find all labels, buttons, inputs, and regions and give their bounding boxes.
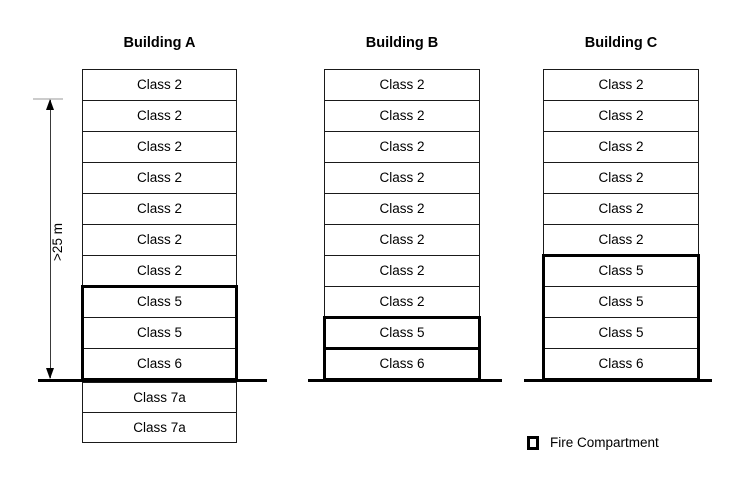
floor-row: Class 2 [324, 286, 480, 318]
floor-row: Class 2 [324, 131, 480, 163]
floor-row: Class 5 [543, 317, 699, 349]
floor-row: Class 6 [543, 348, 699, 380]
floor-row: Class 2 [82, 162, 237, 194]
basement-floor-row: Class 7a [82, 412, 237, 443]
height-dimension-label: >25 m [50, 223, 65, 261]
floor-row: Class 2 [543, 193, 699, 225]
ground-line [308, 379, 502, 382]
floor-row: Class 5 [82, 286, 237, 318]
floor-row: Class 5 [324, 317, 480, 349]
floor-row: Class 2 [324, 224, 480, 256]
building-a-title: Building A [123, 35, 196, 51]
floor-row: Class 2 [543, 100, 699, 132]
floor-row: Class 6 [324, 348, 480, 380]
fire-compartment-outline [542, 254, 700, 381]
floor-row: Class 5 [543, 286, 699, 318]
floor-row: Class 2 [324, 69, 480, 101]
building-b-title: Building B [365, 35, 439, 51]
legend-label: Fire Compartment [550, 435, 659, 450]
basement-floor-row: Class 7a [82, 382, 237, 413]
arrow-down-icon [46, 368, 54, 379]
floor-row: Class 6 [82, 348, 237, 380]
floor-row: Class 2 [82, 69, 237, 101]
fire-compartment-outline [81, 285, 238, 381]
floor-row: Class 2 [82, 193, 237, 225]
floor-row: Class 2 [543, 131, 699, 163]
floor-row: Class 2 [324, 162, 480, 194]
fire-compartment-legend-icon [527, 436, 539, 450]
floor-row: Class 2 [324, 193, 480, 225]
floor-row: Class 2 [543, 162, 699, 194]
floor-row: Class 5 [82, 317, 237, 349]
floor-row: Class 2 [324, 255, 480, 287]
fire-compartment-outline [323, 347, 481, 381]
arrow-up-icon [46, 99, 54, 110]
ground-line [524, 379, 712, 382]
ground-line [38, 379, 267, 382]
floor-row: Class 2 [543, 224, 699, 256]
building-c-title: Building C [584, 35, 658, 51]
floor-row: Class 2 [82, 255, 237, 287]
floor-row: Class 2 [82, 131, 237, 163]
fire-compartment-outline [323, 316, 481, 350]
floor-row: Class 2 [324, 100, 480, 132]
legend [527, 435, 659, 451]
floor-row: Class 5 [543, 255, 699, 287]
floor-row: Class 2 [82, 224, 237, 256]
floor-row: Class 2 [543, 69, 699, 101]
floor-row: Class 2 [82, 100, 237, 132]
